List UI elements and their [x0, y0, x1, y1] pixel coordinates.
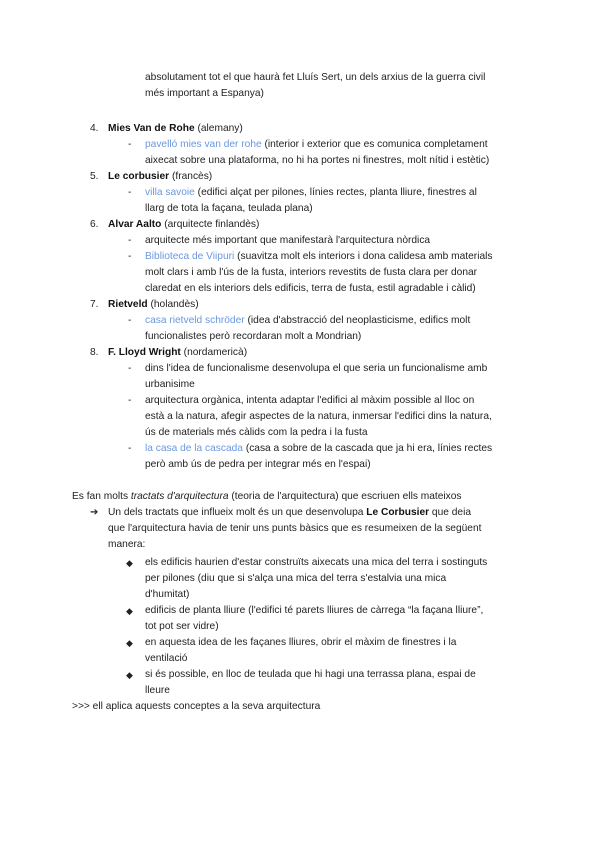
architect-heading	[108, 217, 259, 233]
architect-heading	[108, 121, 243, 137]
item-cont: urbanisime	[145, 379, 195, 390]
link-villa-savoie[interactable]: villa savoie	[145, 187, 195, 198]
list-item	[145, 185, 535, 201]
intro-line-1: absolutament tot el que haurà fet Lluís Sert, un dels arxius de la guerra civil	[145, 72, 486, 83]
item-cont: està a la natura, afegir aspectes de la natura, inmersar l'edifici dins la natura,	[145, 411, 492, 422]
intro-line-2: més important a Espanya)	[145, 88, 264, 99]
item-text: (casa a sobre de la cascada que ja hi era, línies rectes	[242, 443, 493, 454]
link-casa-rietveld[interactable]: casa rietveld schröder	[145, 315, 245, 326]
architect-origin: (arquitecte finlandès)	[164, 219, 260, 230]
arrow-bullet-icon: ➔	[90, 507, 99, 518]
architect-name: Le corbusier	[108, 171, 170, 182]
architect-origin: (francès)	[172, 171, 213, 182]
diamond-item-line: per pilones (diu que si s'alça una mica del terra s'estalvia una mica	[145, 573, 447, 584]
diamond-item-line: d'humitat)	[145, 589, 190, 600]
dash-bullet: -	[128, 315, 132, 326]
architect-name: F. Lloyd Wright	[108, 347, 181, 358]
dash-bullet: -	[128, 139, 132, 150]
link-biblioteca-viipuri[interactable]: Biblioteca de Viipuri	[145, 251, 235, 262]
item-cont: però amb ús de pedra per integrar més en l'espai)	[145, 459, 371, 470]
item-text: (edifici alçat per pilones, línies rectes, planta lliure, finestres al	[194, 187, 477, 198]
list-number: 4.	[90, 123, 99, 134]
item-cont: funcionalistes però recordaran molt a Mondrian)	[145, 331, 362, 342]
item-cont: molt clars i amb l'ús de la fusta, interiors revestits de fusta clara per donar	[145, 267, 478, 278]
list-number: 5.	[90, 171, 99, 182]
arrow-cont: que l'arquitectura havia de tenir uns punts bàsics que es resumeixen de la següent	[108, 523, 482, 534]
architect-name: Mies Van de Rohe	[108, 123, 195, 134]
item-cont: claredat en els interiors dels edificis, terra de fusta, estil agradable i càlid)	[145, 283, 476, 294]
dash-bullet: -	[128, 395, 132, 406]
diamond-bullet-icon: ◆	[126, 638, 133, 648]
list-item	[145, 137, 535, 153]
diamond-item-line: lleure	[145, 685, 170, 696]
diamond-item-line: els edificis haurien d'estar construïts aixecats una mica del terra i sostinguts	[145, 557, 488, 568]
architect-heading	[108, 297, 199, 313]
dash-bullet: -	[128, 363, 132, 374]
architect-origin: (holandès)	[150, 299, 199, 310]
architect-heading	[108, 345, 247, 361]
diamond-item-line: tot pot ser vidre)	[145, 621, 219, 632]
arrow-item-text	[108, 505, 518, 521]
architect-heading	[108, 169, 212, 185]
diamond-item-line: en aquesta idea de les façanes lliures, obrir el màxim de finestres i la	[145, 637, 457, 648]
list-item: arquitectura orgànica, intenta adaptar l'edifici al màxim possible al lloc on	[145, 395, 475, 406]
item-cont: ús de materials més càlids com la pedra i la fusta	[145, 427, 368, 438]
diamond-bullet-icon: ◆	[126, 558, 133, 568]
architect-origin: (alemany)	[197, 123, 243, 134]
architect-origin: (nordamericà)	[183, 347, 248, 358]
item-text: (idea d'abstracció del neoplasticisme, edifics molt	[244, 315, 471, 326]
diamond-item-line: edificis de planta lliure (l'edifici té parets lliures de càrrega “la façana lliure”,	[145, 605, 484, 616]
list-item: dins l'idea de funcionalisme desenvolupa el que seria un funcionalisme amb	[145, 363, 488, 374]
tractats-post: (teoria de l'arquitectura) que escriuen ells mateixos	[228, 491, 462, 502]
list-item	[145, 313, 535, 329]
dash-bullet: -	[128, 187, 132, 198]
link-pavello[interactable]: pavelló mies van der rohe	[145, 139, 262, 150]
tractats-italic: tractats d'arquitectura	[130, 491, 229, 502]
item-text: (suavitza molt els interiors i dona calidesa amb materials	[234, 251, 493, 262]
item-cont: llarg de tota la façana, teulada plana)	[145, 203, 313, 214]
arrow-pre: Un dels tractats que influeix molt és un que desenvolupa	[108, 507, 367, 518]
dash-bullet: -	[128, 443, 132, 454]
architect-name: Alvar Aalto	[108, 219, 162, 230]
list-item: arquitecte més important que manifestarà l'arquitectura nòrdica	[145, 235, 431, 246]
arrow-post: que deia	[429, 507, 472, 518]
dash-bullet: -	[128, 251, 132, 262]
list-item	[145, 249, 535, 265]
architect-name: Rietveld	[108, 299, 148, 310]
item-cont: aixecat sobre una plataforma, no hi ha portes ni finestres, molt nítid i estètic)	[145, 155, 490, 166]
tractats-pre: Es fan molts	[72, 491, 131, 502]
list-number: 6.	[90, 219, 99, 230]
list-number: 7.	[90, 299, 99, 310]
diamond-item-line: si és possible, en lloc de teulada que hi hagi una terrassa plana, espai de	[145, 669, 476, 680]
diamond-bullet-icon: ◆	[126, 606, 133, 616]
tractats-paragraph	[72, 489, 532, 505]
list-item	[145, 441, 535, 457]
list-number: 8.	[90, 347, 99, 358]
dash-bullet: -	[128, 235, 132, 246]
closing-line: >>> ell aplica aquests conceptes a la seva arquitectura	[72, 701, 321, 712]
arrow-cont: manera:	[108, 539, 146, 550]
item-text: (interior i exterior que es comunica completament	[261, 139, 488, 150]
diamond-item-line: ventilació	[145, 653, 188, 664]
arrow-bold: Le Corbusier	[366, 507, 430, 518]
diamond-bullet-icon: ◆	[126, 670, 133, 680]
link-casa-cascada[interactable]: la casa de la cascada	[145, 443, 243, 454]
